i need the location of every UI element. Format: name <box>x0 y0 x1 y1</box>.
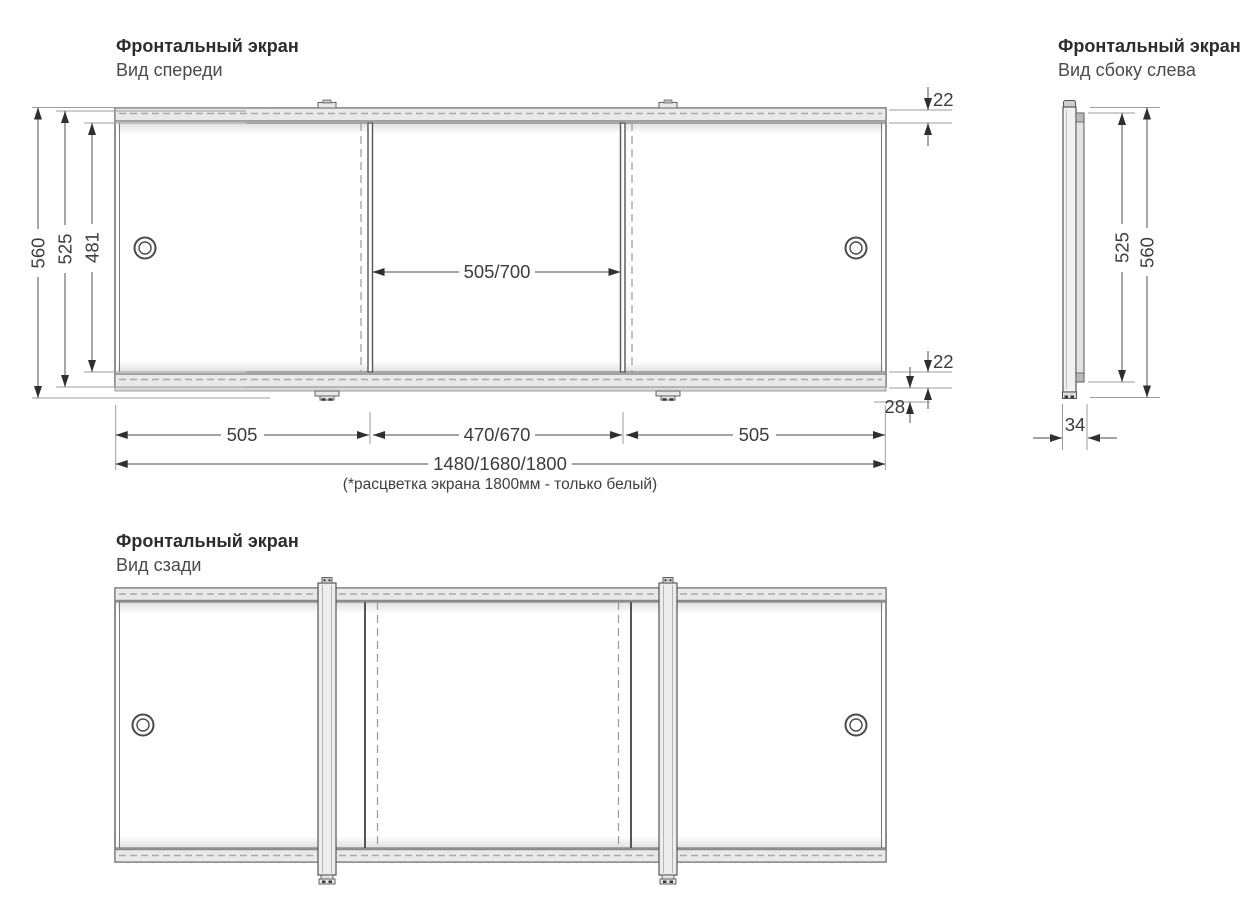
side-bracket-top <box>1076 113 1084 122</box>
dim-front-top-rail: 22 <box>933 89 954 110</box>
dim-front-height-panel: 525 <box>54 233 76 265</box>
front-divider-left <box>368 123 373 372</box>
rear-post-left <box>318 578 336 885</box>
dim-front-foot: 28 <box>884 396 905 417</box>
dim-front-right-panel: 505 <box>738 424 770 445</box>
dim-front-mid-width: 505/700 <box>463 261 531 282</box>
dim-side-height-panel: 525 <box>1111 232 1133 263</box>
rear-top-shadow <box>118 602 883 614</box>
dim-front-bottom-rail: 22 <box>933 351 954 372</box>
dim-front-left-panel: 505 <box>226 424 258 445</box>
dim-front-total-width: 1480/1680/1800 <box>433 453 567 474</box>
front-top-shadow <box>118 123 883 134</box>
front-foot-right <box>656 391 680 401</box>
rear-view-drawing <box>115 578 886 885</box>
side-bracket-bottom <box>1076 373 1084 382</box>
dim-front-height-visible: 481 <box>81 232 103 263</box>
dim-front-height-total: 560 <box>27 237 49 269</box>
side-view-subtitle: Вид сбоку слева <box>1058 60 1196 80</box>
front-view-title: Фронтальный экран <box>116 36 299 56</box>
dim-front-mid-panel: 470/670 <box>463 424 531 445</box>
front-top-clip-left <box>318 100 336 108</box>
rear-bottom-rail <box>115 848 886 862</box>
front-divider-right <box>621 123 626 372</box>
dim-side-height-total: 560 <box>1136 237 1158 268</box>
side-profile-body <box>1063 107 1076 392</box>
rear-top-rail <box>115 588 886 602</box>
rear-view-subtitle: Вид сзади <box>116 555 202 575</box>
side-view-title: Фронтальный экран <box>1058 36 1241 56</box>
rear-bottom-shadow <box>118 836 883 848</box>
side-rail-strip <box>1076 113 1084 382</box>
front-view-drawing <box>115 100 886 401</box>
front-foot-left <box>315 391 339 401</box>
side-view-dimensions <box>1033 108 1160 451</box>
side-view-drawing <box>1063 101 1085 399</box>
front-panel-outline <box>115 108 886 387</box>
rear-panel-outline <box>115 588 886 862</box>
front-bottom-rail <box>115 372 886 391</box>
side-foot <box>1063 392 1077 399</box>
front-top-rail <box>115 108 886 123</box>
dim-side-depth: 34 <box>1064 414 1086 435</box>
rear-view-title: Фронтальный экран <box>116 531 299 551</box>
front-view-note: (*расцветка экрана 1800мм - только белый) <box>342 476 658 493</box>
rear-post-right <box>659 578 677 885</box>
front-bottom-shadow <box>118 361 883 372</box>
front-view-subtitle: Вид спереди <box>116 60 223 80</box>
front-top-clip-right <box>659 100 677 108</box>
